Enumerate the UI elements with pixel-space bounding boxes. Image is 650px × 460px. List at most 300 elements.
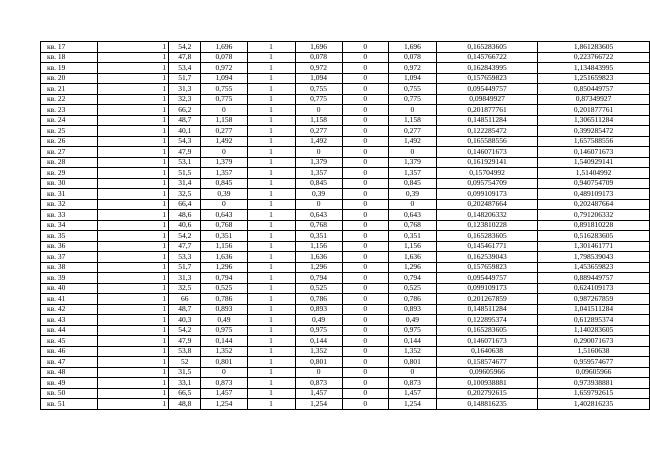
share-cell: 0,099109173	[436, 283, 537, 294]
area-cell: 54,3	[169, 136, 201, 147]
total-value-cell: 0	[388, 105, 436, 116]
value-cell: 0,972	[201, 63, 247, 74]
total-value-cell: 0,975	[388, 325, 436, 336]
coef-cell: 1	[247, 210, 295, 221]
adjusted-value-cell: 0	[295, 199, 342, 210]
sum-cell: 0,850449757	[538, 84, 650, 95]
table-row	[41, 189, 650, 200]
sum-cell: 0,223766722	[538, 52, 650, 63]
adjusted-value-cell: 0,801	[295, 357, 342, 368]
count-cell: 1	[98, 304, 169, 315]
adjusted-value-cell: 0,786	[295, 294, 342, 305]
value-cell: 0	[201, 367, 247, 378]
adjusted-value-cell: 1,094	[295, 73, 342, 84]
value-cell: 0	[201, 147, 247, 158]
total-value-cell: 0,801	[388, 357, 436, 368]
area-cell: 31,5	[169, 367, 201, 378]
value-cell: 1,352	[201, 346, 247, 357]
coef-cell: 1	[247, 94, 295, 105]
total-value-cell: 0,144	[388, 336, 436, 347]
apartment-cell: кв. 33	[41, 210, 98, 221]
sum-cell: 0,791206332	[538, 210, 650, 221]
share-cell: 0,148511284	[436, 115, 537, 126]
value-cell: 1,158	[201, 115, 247, 126]
adjusted-value-cell: 1,158	[295, 115, 342, 126]
coef-cell: 1	[247, 378, 295, 389]
count-cell: 1	[98, 168, 169, 179]
sum-cell: 1,140283605	[538, 325, 650, 336]
count-cell: 1	[98, 115, 169, 126]
count-cell: 1	[98, 357, 169, 368]
apartment-cell: кв. 51	[41, 399, 98, 410]
value-cell: 0,893	[201, 304, 247, 315]
adjusted-value-cell: 0,794	[295, 273, 342, 284]
count-cell: 1	[98, 378, 169, 389]
total-value-cell: 0,972	[388, 63, 436, 74]
apartment-cell: кв. 49	[41, 378, 98, 389]
table-row	[41, 357, 650, 368]
area-cell: 48,8	[169, 399, 201, 410]
adjusted-value-cell: 1,296	[295, 262, 342, 273]
sum-cell: 0,889449757	[538, 273, 650, 284]
sum-cell: 0,516283605	[538, 231, 650, 242]
table-body	[41, 42, 650, 410]
coef-cell: 1	[247, 231, 295, 242]
apartment-cell: кв. 18	[41, 52, 98, 63]
count-cell: 1	[98, 52, 169, 63]
zero-cell: 0	[342, 241, 388, 252]
area-cell: 40,6	[169, 220, 201, 231]
table-row	[41, 315, 650, 326]
apartment-cell: кв. 30	[41, 178, 98, 189]
share-cell: 0,157659823	[436, 262, 537, 273]
apartment-cell: кв. 28	[41, 157, 98, 168]
adjusted-value-cell: 0,972	[295, 63, 342, 74]
count-cell: 1	[98, 220, 169, 231]
sum-cell: 0,290071673	[538, 336, 650, 347]
sum-cell: 0,973938881	[538, 378, 650, 389]
zero-cell: 0	[342, 367, 388, 378]
sum-cell: 1,134843995	[538, 63, 650, 74]
apartment-cell: кв. 39	[41, 273, 98, 284]
count-cell: 1	[98, 273, 169, 284]
sum-cell: 0,146071673	[538, 147, 650, 158]
share-cell: 0,202792615	[436, 388, 537, 399]
zero-cell: 0	[342, 325, 388, 336]
table-row	[41, 241, 650, 252]
zero-cell: 0	[342, 210, 388, 221]
apartment-cell: кв. 41	[41, 294, 98, 305]
zero-cell: 0	[342, 336, 388, 347]
total-value-cell: 0,525	[388, 283, 436, 294]
coef-cell: 1	[247, 252, 295, 263]
area-cell: 40,1	[169, 126, 201, 137]
total-value-cell: 0,873	[388, 378, 436, 389]
value-cell: 0,144	[201, 336, 247, 347]
adjusted-value-cell: 0,975	[295, 325, 342, 336]
value-cell: 1,492	[201, 136, 247, 147]
value-cell: 0,643	[201, 210, 247, 221]
share-cell: 0,122285472	[436, 126, 537, 137]
adjusted-value-cell: 1,636	[295, 252, 342, 263]
sum-cell: 1,657588556	[538, 136, 650, 147]
share-cell: 0,095754709	[436, 178, 537, 189]
total-value-cell: 0,768	[388, 220, 436, 231]
coef-cell: 1	[247, 346, 295, 357]
total-value-cell: 0	[388, 199, 436, 210]
total-value-cell: 0,351	[388, 231, 436, 242]
table-row	[41, 105, 650, 116]
area-cell: 33,1	[169, 378, 201, 389]
share-cell: 0,1640638	[436, 346, 537, 357]
sum-cell: 0,202487664	[538, 199, 650, 210]
sum-cell: 0,891810228	[538, 220, 650, 231]
coef-cell: 1	[247, 388, 295, 399]
apartment-cell: кв. 45	[41, 336, 98, 347]
zero-cell: 0	[342, 294, 388, 305]
zero-cell: 0	[342, 136, 388, 147]
share-cell: 0,146071673	[436, 147, 537, 158]
total-value-cell: 0,775	[388, 94, 436, 105]
data-table	[40, 41, 650, 410]
apartment-cell: кв. 40	[41, 283, 98, 294]
table-row	[41, 52, 650, 63]
adjusted-value-cell: 1,156	[295, 241, 342, 252]
total-value-cell: 1,457	[388, 388, 436, 399]
value-cell: 0,775	[201, 94, 247, 105]
table-row	[41, 126, 650, 137]
coef-cell: 1	[247, 367, 295, 378]
share-cell: 0,165283605	[436, 325, 537, 336]
table-row	[41, 220, 650, 231]
total-value-cell: 0,755	[388, 84, 436, 95]
area-cell: 47,7	[169, 241, 201, 252]
coef-cell: 1	[247, 336, 295, 347]
area-cell: 53,1	[169, 157, 201, 168]
sum-cell: 1,861283605	[538, 42, 650, 53]
area-cell: 66,5	[169, 388, 201, 399]
total-value-cell: 0,845	[388, 178, 436, 189]
table-row	[41, 84, 650, 95]
zero-cell: 0	[342, 304, 388, 315]
share-cell: 0,165588556	[436, 136, 537, 147]
zero-cell: 0	[342, 157, 388, 168]
adjusted-value-cell: 0,49	[295, 315, 342, 326]
total-value-cell: 1,357	[388, 168, 436, 179]
area-cell: 52	[169, 357, 201, 368]
zero-cell: 0	[342, 199, 388, 210]
count-cell: 1	[98, 399, 169, 410]
sum-cell: 0,09605966	[538, 367, 650, 378]
coef-cell: 1	[247, 126, 295, 137]
area-cell: 31,4	[169, 178, 201, 189]
count-cell: 1	[98, 147, 169, 158]
sum-cell: 0,624109173	[538, 283, 650, 294]
share-cell: 0,122895374	[436, 315, 537, 326]
table-row	[41, 399, 650, 410]
sum-cell: 1,301461771	[538, 241, 650, 252]
value-cell: 0,078	[201, 52, 247, 63]
value-cell: 0,525	[201, 283, 247, 294]
coef-cell: 1	[247, 315, 295, 326]
sum-cell: 0,612895374	[538, 315, 650, 326]
coef-cell: 1	[247, 42, 295, 53]
count-cell: 1	[98, 42, 169, 53]
share-cell: 0,201267859	[436, 294, 537, 305]
area-cell: 32,5	[169, 283, 201, 294]
share-cell: 0,095449757	[436, 84, 537, 95]
area-cell: 47,9	[169, 336, 201, 347]
value-cell: 0,351	[201, 231, 247, 242]
total-value-cell: 0	[388, 367, 436, 378]
count-cell: 1	[98, 283, 169, 294]
total-value-cell: 1,352	[388, 346, 436, 357]
zero-cell: 0	[342, 262, 388, 273]
zero-cell: 0	[342, 388, 388, 399]
value-cell: 1,696	[201, 42, 247, 53]
adjusted-value-cell: 0,755	[295, 84, 342, 95]
area-cell: 51,5	[169, 168, 201, 179]
zero-cell: 0	[342, 168, 388, 179]
total-value-cell: 0,786	[388, 294, 436, 305]
total-value-cell: 1,094	[388, 73, 436, 84]
table-row	[41, 168, 650, 179]
total-value-cell: 1,158	[388, 115, 436, 126]
apartment-cell: кв. 35	[41, 231, 98, 242]
apartment-cell: кв. 29	[41, 168, 98, 179]
share-cell: 0,162843995	[436, 63, 537, 74]
zero-cell: 0	[342, 94, 388, 105]
value-cell: 0,39	[201, 189, 247, 200]
sum-cell: 0,940754709	[538, 178, 650, 189]
total-value-cell: 0,893	[388, 304, 436, 315]
total-value-cell: 0,277	[388, 126, 436, 137]
coef-cell: 1	[247, 262, 295, 273]
count-cell: 1	[98, 126, 169, 137]
adjusted-value-cell: 0,525	[295, 283, 342, 294]
table-row	[41, 94, 650, 105]
sum-cell: 0,987267859	[538, 294, 650, 305]
share-cell: 0,148511284	[436, 304, 537, 315]
area-cell: 53,4	[169, 63, 201, 74]
apartment-cell: кв. 19	[41, 63, 98, 74]
coef-cell: 1	[247, 241, 295, 252]
total-value-cell: 1,296	[388, 262, 436, 273]
adjusted-value-cell: 1,352	[295, 346, 342, 357]
apartment-cell: кв. 46	[41, 346, 98, 357]
share-cell: 0,202487664	[436, 199, 537, 210]
coef-cell: 1	[247, 357, 295, 368]
apartment-cell: кв. 25	[41, 126, 98, 137]
table-row	[41, 42, 650, 53]
coef-cell: 1	[247, 220, 295, 231]
table-row	[41, 210, 650, 221]
area-cell: 31,3	[169, 273, 201, 284]
zero-cell: 0	[342, 220, 388, 231]
value-cell: 1,379	[201, 157, 247, 168]
apartment-cell: кв. 38	[41, 262, 98, 273]
share-cell: 0,148206332	[436, 210, 537, 221]
coef-cell: 1	[247, 283, 295, 294]
value-cell: 0,873	[201, 378, 247, 389]
sum-cell: 0,87349927	[538, 94, 650, 105]
share-cell: 0,09605966	[436, 367, 537, 378]
value-cell: 1,357	[201, 168, 247, 179]
coef-cell: 1	[247, 304, 295, 315]
table-row	[41, 367, 650, 378]
table-row	[41, 115, 650, 126]
apartment-cell: кв. 43	[41, 315, 98, 326]
apartment-cell: кв. 22	[41, 94, 98, 105]
area-cell: 31,3	[169, 84, 201, 95]
share-cell: 0,095449757	[436, 273, 537, 284]
zero-cell: 0	[342, 52, 388, 63]
area-cell: 54,2	[169, 231, 201, 242]
area-cell: 48,6	[169, 210, 201, 221]
count-cell: 1	[98, 73, 169, 84]
area-cell: 53,8	[169, 346, 201, 357]
sum-cell: 0,201877761	[538, 105, 650, 116]
count-cell: 1	[98, 231, 169, 242]
count-cell: 1	[98, 252, 169, 263]
zero-cell: 0	[342, 73, 388, 84]
value-cell: 1,156	[201, 241, 247, 252]
area-cell: 66	[169, 294, 201, 305]
apartment-cell: кв. 21	[41, 84, 98, 95]
table-row	[41, 178, 650, 189]
sum-cell: 1,659792615	[538, 388, 650, 399]
coef-cell: 1	[247, 105, 295, 116]
share-cell: 0,157659823	[436, 73, 537, 84]
area-cell: 66,4	[169, 199, 201, 210]
table-row	[41, 252, 650, 263]
zero-cell: 0	[342, 84, 388, 95]
value-cell: 0,975	[201, 325, 247, 336]
table-row	[41, 63, 650, 74]
value-cell: 0,277	[201, 126, 247, 137]
total-value-cell: 0,078	[388, 52, 436, 63]
apartment-cell: кв. 31	[41, 189, 98, 200]
adjusted-value-cell: 1,457	[295, 388, 342, 399]
adjusted-value-cell: 0,078	[295, 52, 342, 63]
adjusted-value-cell: 0,845	[295, 178, 342, 189]
apartment-cell: кв. 47	[41, 357, 98, 368]
area-cell: 48,7	[169, 115, 201, 126]
count-cell: 1	[98, 94, 169, 105]
adjusted-value-cell: 0,144	[295, 336, 342, 347]
value-cell: 1,254	[201, 399, 247, 410]
adjusted-value-cell: 0,643	[295, 210, 342, 221]
count-cell: 1	[98, 84, 169, 95]
share-cell: 0,165283605	[436, 231, 537, 242]
zero-cell: 0	[342, 252, 388, 263]
total-value-cell: 1,636	[388, 252, 436, 263]
zero-cell: 0	[342, 115, 388, 126]
apartment-cell: кв. 36	[41, 241, 98, 252]
adjusted-value-cell: 0,39	[295, 189, 342, 200]
value-cell: 0,49	[201, 315, 247, 326]
sum-cell: 0,399285472	[538, 126, 650, 137]
zero-cell: 0	[342, 231, 388, 242]
coef-cell: 1	[247, 273, 295, 284]
share-cell: 0,123810228	[436, 220, 537, 231]
sum-cell: 1,453659823	[538, 262, 650, 273]
count-cell: 1	[98, 178, 169, 189]
area-cell: 48,7	[169, 304, 201, 315]
area-cell: 32,5	[169, 189, 201, 200]
count-cell: 1	[98, 136, 169, 147]
share-cell: 0,09849927	[436, 94, 537, 105]
adjusted-value-cell: 0	[295, 147, 342, 158]
table-row	[41, 231, 650, 242]
total-value-cell: 1,379	[388, 157, 436, 168]
value-cell: 0	[201, 105, 247, 116]
table-row	[41, 147, 650, 158]
area-cell: 51,7	[169, 73, 201, 84]
table-row	[41, 388, 650, 399]
count-cell: 1	[98, 210, 169, 221]
apartment-cell: кв. 27	[41, 147, 98, 158]
count-cell: 1	[98, 294, 169, 305]
value-cell: 0	[201, 199, 247, 210]
zero-cell: 0	[342, 178, 388, 189]
adjusted-value-cell: 0	[295, 367, 342, 378]
area-cell: 47,8	[169, 52, 201, 63]
share-cell: 0,158574677	[436, 357, 537, 368]
zero-cell: 0	[342, 63, 388, 74]
count-cell: 1	[98, 336, 169, 347]
adjusted-value-cell: 0,873	[295, 378, 342, 389]
table-row	[41, 378, 650, 389]
zero-cell: 0	[342, 273, 388, 284]
total-value-cell: 1,254	[388, 399, 436, 410]
table-row	[41, 283, 650, 294]
share-cell: 0,162539043	[436, 252, 537, 263]
coef-cell: 1	[247, 199, 295, 210]
count-cell: 1	[98, 157, 169, 168]
sum-cell: 0,959574677	[538, 357, 650, 368]
value-cell: 0,755	[201, 84, 247, 95]
table-row	[41, 346, 650, 357]
count-cell: 1	[98, 189, 169, 200]
adjusted-value-cell: 0,768	[295, 220, 342, 231]
coef-cell: 1	[247, 52, 295, 63]
coef-cell: 1	[247, 63, 295, 74]
coef-cell: 1	[247, 157, 295, 168]
sum-cell: 1,041511284	[538, 304, 650, 315]
area-cell: 54,2	[169, 42, 201, 53]
share-cell: 0,100938881	[436, 378, 537, 389]
adjusted-value-cell: 0,893	[295, 304, 342, 315]
total-value-cell: 1,492	[388, 136, 436, 147]
count-cell: 1	[98, 315, 169, 326]
value-cell: 0,845	[201, 178, 247, 189]
sum-cell: 1,540929141	[538, 157, 650, 168]
value-cell: 1,296	[201, 262, 247, 273]
count-cell: 1	[98, 325, 169, 336]
share-cell: 0,201877761	[436, 105, 537, 116]
total-value-cell: 0,643	[388, 210, 436, 221]
area-cell: 53,3	[169, 252, 201, 263]
sum-cell: 1,798539043	[538, 252, 650, 263]
coef-cell: 1	[247, 399, 295, 410]
area-cell: 40,3	[169, 315, 201, 326]
sum-cell: 1,402816235	[538, 399, 650, 410]
share-cell: 0,145766722	[436, 52, 537, 63]
value-cell: 0,801	[201, 357, 247, 368]
zero-cell: 0	[342, 346, 388, 357]
table-row	[41, 136, 650, 147]
